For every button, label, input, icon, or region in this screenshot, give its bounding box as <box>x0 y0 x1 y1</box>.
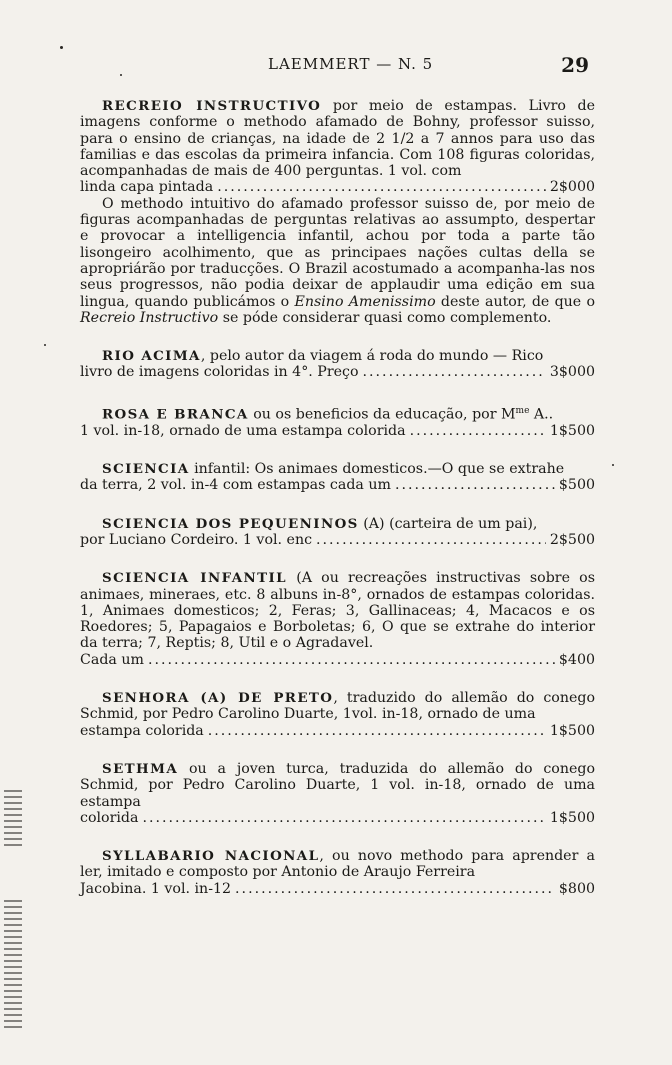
scan-speck <box>44 344 46 346</box>
entry-price: 1$500 <box>549 722 595 739</box>
catalogue-entry <box>80 848 595 897</box>
scan-speck <box>120 74 122 76</box>
scan-edge-noise <box>4 900 22 1030</box>
entry-description: , traduzido do allemão do conego Schmid, por Pedro Carolino Duarte, 1vol. in-18, ornado de uma <box>80 690 595 723</box>
entry-description: infantil: Os animaes domesticos.—O que se extrahe <box>194 461 565 478</box>
dot-leader <box>363 364 546 380</box>
catalogue-entry: ROSA E BRANCA ou os beneficios da educação, por $M^{me}$ A.. 1 vol. in-18, ornado de uma estampa colorida ..... 1$500 <box>80 403 595 439</box>
entry-title: SENHORA (A) DE PRETO <box>102 690 334 707</box>
running-head: LAEMMERT — N. 5 <box>268 55 434 73</box>
price-line <box>80 477 595 493</box>
price-line <box>80 423 595 439</box>
dot-leader <box>395 477 555 493</box>
dot-leader <box>235 881 555 897</box>
entry-price: 2$000 <box>549 179 595 196</box>
entry-description: ou os beneficios da educação, por M <box>253 406 516 423</box>
entry-title: ROSA E BRANCA <box>102 406 249 423</box>
entry-title: SCIENCIA INFANTIL <box>102 570 287 587</box>
catalogue-entry <box>80 761 595 826</box>
dot-leader <box>148 652 555 668</box>
price-line <box>80 179 595 195</box>
catalogue-entry <box>80 98 595 326</box>
entry-title: SETHMA <box>102 760 179 777</box>
page-number: 29 <box>561 53 589 77</box>
catalogue-entry <box>80 461 595 494</box>
catalogue-entry <box>80 348 595 381</box>
entry-description: ou a joven turca, traduzida do allemão do conego Schmid, por Pedro Carolino Duarte, 1 vol. in-18, ornado de uma estampa <box>80 760 595 810</box>
catalogue-entry <box>80 690 595 739</box>
entry-title: RIO ACIMA <box>102 348 201 365</box>
price-line <box>80 652 595 668</box>
dot-leader <box>142 810 545 826</box>
price-line <box>80 810 595 826</box>
dot-leader <box>316 532 546 548</box>
entry-last-line: Cada um <box>80 651 144 668</box>
entry-description: (A) (carteira de um pai), <box>358 515 538 532</box>
dot-leader <box>410 423 546 439</box>
entry-price: 2$500 <box>549 531 595 548</box>
catalogue-text <box>80 98 595 897</box>
entry-description: por meio de estampas. Livro de imagens conforme o methodo afamado de Bohny, professor suisso, para o ensino de crianças, na idade de 2 1/2 a 7 annos para uso das familias e das escolas da primeira infancia. Com 108 figuras coloridas, acompanhadas de mais de 400 perguntas. 1 vol. com <box>80 98 595 180</box>
entry-last-line: linda capa pintada <box>80 179 214 196</box>
entry-price: 1$500 <box>549 809 595 826</box>
entry-price: 3$000 <box>549 364 595 381</box>
page-header <box>80 55 595 81</box>
catalogue-entry <box>80 570 595 668</box>
catalogue-entry <box>80 516 595 549</box>
scan-speck <box>60 46 63 49</box>
entry-last-line: 1 vol. in-18, ornado de uma estampa colorida <box>80 422 406 439</box>
entry-description: (A ou recreações instructivas sobre os animaes, mineraes, etc. 8 albuns in-8°, ornados de estampas coloridas. 1, Animaes domesticos; 2, Feras; 3, Gallinaceas; 4, Macacos e os Roedores; 5, Papagaios e Borboletas; 6, O que se extrahe do interior da terra; 7, Reptis; 8, Util e o Agradavel. <box>80 570 595 652</box>
entry-title: RECREIO INSTRUCTIVO <box>102 98 322 114</box>
entry-last-line: colorida <box>80 809 139 826</box>
entry-description: , pelo autor da viagem á roda do mundo — Rico <box>200 348 544 365</box>
entry-last-line: por Luciano Cordeiro. 1 vol. enc <box>80 531 313 548</box>
price-line <box>80 364 595 380</box>
entry-note: O methodo intuitivo do afamado professor suisso de, por meio de figuras acompanhadas de perguntas relativas ao assumpto, despertar e provocar a intelligencia infantil, achou por toda a parte tão lisongeiro acolhimento, que as principaes nações cultas della se apropriárão por traducções. O Brazil acostumado a acompanha-las nos seus progressos, não podia deixar de applaudir uma edição em sua lingua, quando publicámos o Ensino Amenissimo deste autor, de que o Recreio Instructivo se póde considerar quasi como complemento. <box>80 195 595 326</box>
scan-speck <box>612 464 614 466</box>
entry-price: $800 <box>558 880 595 897</box>
scan-edge-noise <box>4 790 22 850</box>
price-line <box>80 532 595 548</box>
entry-price: $500 <box>558 477 595 494</box>
entry-price: 1$500 <box>549 422 595 439</box>
entry-last-line: da terra, 2 vol. in-4 com estampas cada um <box>80 477 391 494</box>
entry-title: SCIENCIA DOS PEQUENINOS <box>102 515 359 532</box>
entry-description: , ou novo methodo para aprender a ler, imitado e composto por Antonio de Araujo Ferreira <box>80 848 595 881</box>
price-line <box>80 881 595 897</box>
entry-title: SCIENCIA <box>102 461 190 478</box>
dot-leader <box>208 723 546 739</box>
entry-last-line: estampa colorida <box>80 722 204 739</box>
entry-last-line: livro de imagens coloridas in 4°. Preço <box>80 364 359 381</box>
entry-last-line: Jacobina. 1 vol. in-12 <box>80 880 232 897</box>
price-line <box>80 723 595 739</box>
entry-price: $400 <box>558 651 595 668</box>
dot-leader <box>217 179 546 195</box>
entry-title: SYLLABARIO NACIONAL <box>102 848 320 865</box>
